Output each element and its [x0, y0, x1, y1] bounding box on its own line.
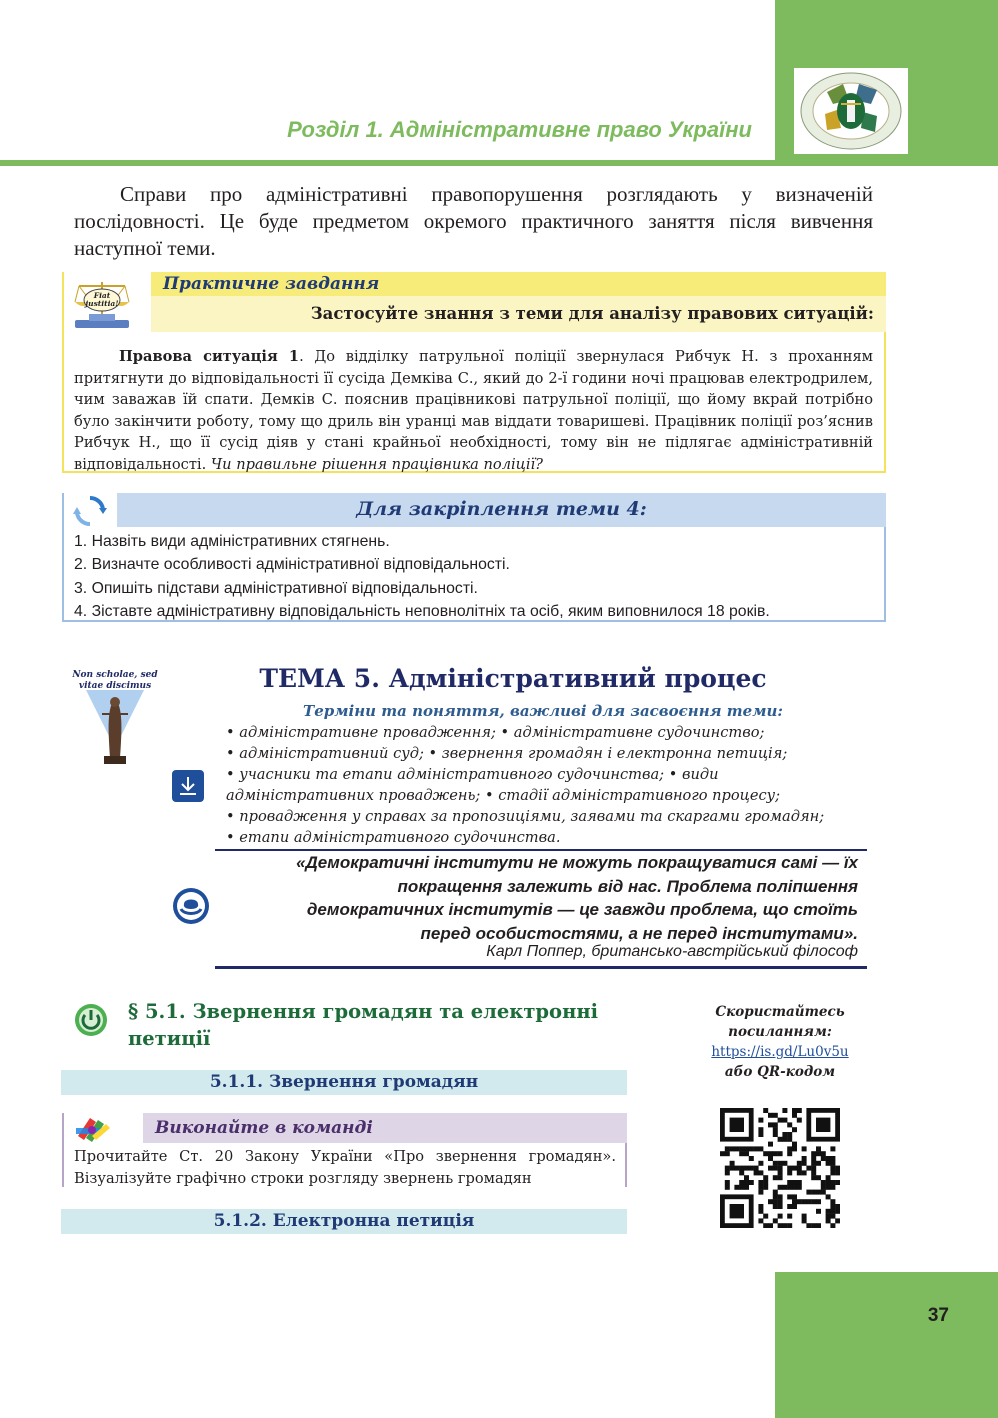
qr-code[interactable] — [720, 1108, 840, 1228]
list-item: 1. Назвіть види адміністративних стягнень. — [74, 533, 390, 550]
side-link-block — [700, 1002, 860, 1082]
refresh-icon — [72, 494, 108, 528]
quote-line: демократичних інститутів — це завжди проблема, що стоїть — [306, 900, 858, 919]
fiat-justitia-icon — [71, 276, 133, 334]
terms-line: • адміністративний суд; • звернення громадян і електронна петиція; — [226, 745, 788, 762]
practical-task-header — [151, 272, 886, 296]
practical-task-subtitle-bar — [151, 296, 886, 332]
quote-line: перед особистостями, а не перед інститутами». — [420, 923, 858, 943]
quote-line: покращення залежить від нас. Проблема поліпшення — [397, 876, 858, 896]
subsection-title-1: 5.1.1. Звернення громадян — [61, 1070, 627, 1095]
reinforcement-title: Для закріплення теми 4: — [356, 498, 647, 520]
terms-title: Терміни та поняття, важливі для засвоєння теми: — [303, 702, 783, 720]
intro-paragraph — [74, 181, 873, 262]
practical-task-label: Практичне завдання — [163, 274, 380, 294]
terms-line: • провадження у справах за пропозиціями, заявами та скаргами громадян; — [226, 808, 825, 825]
quote-divider-bottom — [215, 966, 867, 969]
lady-justice-icon — [72, 668, 158, 766]
quote-line: «Демократичні інститути не можуть покращуватися самі — їх — [296, 853, 858, 872]
reinforcement-questions — [74, 530, 884, 623]
topic-title: ТЕМА 5. Адміністративний процес — [259, 664, 767, 693]
power-icon — [74, 1003, 108, 1037]
subsection-title-2: 5.1.2. Електронна петиція — [61, 1209, 627, 1234]
practical-task-subtitle: Застосуйте знання з теми для аналізу правових ситуацій: — [310, 304, 874, 323]
reinforcement-header — [117, 493, 886, 527]
icon-caption-line2: vitae discimus — [78, 681, 152, 691]
icon-caption-line1: Non scholae, sed — [72, 670, 158, 680]
team-task-header — [143, 1113, 627, 1143]
side-link-line1: Скористайтесь — [715, 1004, 845, 1020]
section-title: § 5.1. Звернення громадян та електронні петиції — [128, 1000, 599, 1050]
chapter-title: Розділ 1. Адміністративне право України — [287, 117, 752, 142]
svg-text:justitia!: justitia! — [85, 299, 119, 308]
quote-text — [230, 851, 858, 945]
situation-label: Правова ситуація 1 — [119, 348, 300, 365]
side-link-line3: або QR-кодом — [724, 1064, 836, 1080]
team-hands-icon — [72, 1114, 112, 1144]
footer-green-block — [775, 1272, 998, 1418]
list-item: 4. Зіставте адміністративну відповідальність неповнолітніх та осіб, яким виповнилося 18 років. — [74, 602, 770, 620]
terms-line: • адміністративне провадження; • адміністративне судочинство; — [226, 724, 765, 741]
situation-body: . До відділку патрульної поліції звернулася Рибчук Н. з проханням притягнути до відповідальності її сусіда Демківа С., який до 2-ї години ночі працював електродрилем, чим заважав їй спати. Демків С. пояснив працівникові патрульної поліції, що йому вкрай потрібно було закінчити роботу, тому що дриль він уранці мав віддати товаришеві. Працівник поліції роз’яснив Рибчук Н., що її сусід діяв у стані крайньої необхідності, тому він не підлягає адміністративній відповідальності. — [74, 348, 873, 473]
list-item: 2. Визначте особливості адміністративної відповідальності. — [74, 556, 510, 574]
download-icon — [172, 770, 204, 802]
terms-line: адміністративних проваджень; • стадії адміністративного процесу; — [226, 787, 781, 804]
intro-text: Справи про адміністративні правопорушення розглядають у визначеній послідовності. Це буде предметом окремого практичного заняття після вивчення наступної теми. — [74, 182, 873, 260]
terms-list — [226, 722, 866, 848]
team-task-label: Виконайте в команді — [155, 1118, 373, 1138]
emblem-icon — [794, 68, 908, 154]
legal-situation-text — [74, 346, 873, 475]
side-link-line2: посиланням: — [728, 1024, 832, 1040]
short-url-link[interactable]: https://is.gd/Lu0v5u — [711, 1044, 849, 1060]
terms-line: • етапи адміністративного судочинства. — [226, 829, 561, 846]
svg-text:Fiat: Fiat — [93, 291, 111, 300]
header-divider — [0, 160, 775, 166]
brain-in-hands-icon — [172, 887, 210, 925]
team-task-text: Прочитайте Ст. 20 Закону України «Про звернення громадян». Візуалізуйте графічно строки розгляду звернень громадян — [74, 1148, 616, 1187]
page-number: 37 — [927, 1305, 949, 1326]
situation-question: Чи правильне рішення працівника поліції? — [210, 455, 543, 473]
list-item: 3. Опишіть підстави адміністративної відповідальності. — [74, 579, 478, 597]
terms-line: • учасники та етапи адміністративного судочинства; • види — [226, 766, 719, 783]
quote-author: Карл Поппер, британсько-австрійський філософ — [486, 943, 858, 960]
